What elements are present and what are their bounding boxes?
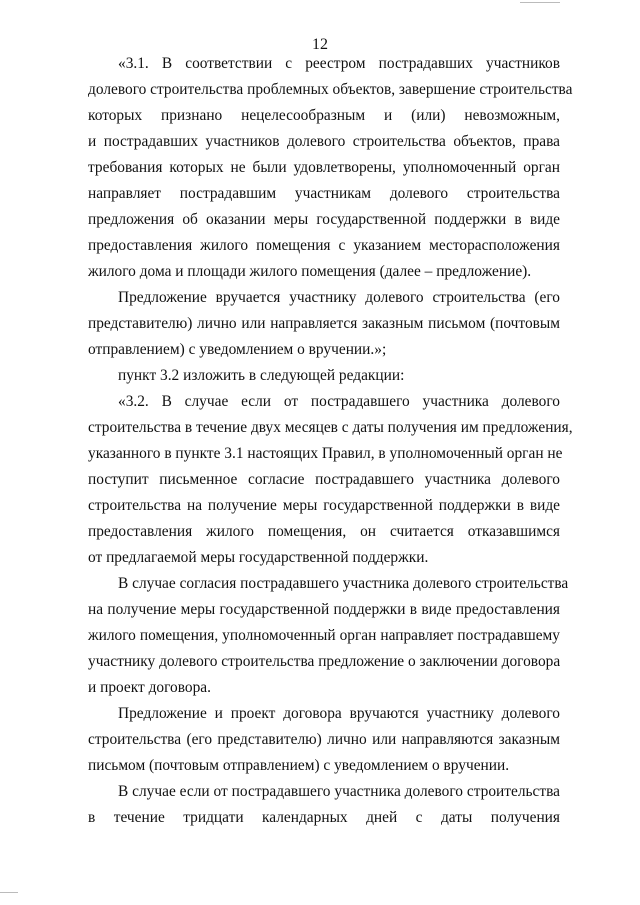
text-line: Предложение вручается участнику долевого строительства (его [118,289,560,306]
text-line: на получение меры государственной поддержки в виде предоставления [88,601,560,618]
text-line: Предложение и проект договора вручаются участнику долевого [118,705,560,722]
paragraph [88,51,573,285]
paragraph [88,389,573,571]
text-line: «3.2. В случае если от пострадавшего участника долевого [118,393,560,410]
text-line: представителю) лично или направляется заказным письмом (почтовым [88,315,560,332]
text-line: указанного в пункте 3.1 настоящих Правил, в уполномоченный орган не [88,445,563,462]
text-line: поступит письменное согласие пострадавшего участника долевого [88,471,560,488]
paragraph [88,701,560,779]
text-line: предоставления жилого помещения, он считается отказавшимся [88,523,560,540]
text-line: жилого помещения, уполномоченный орган направляет пострадавшему [88,627,560,644]
paragraph [88,363,560,389]
text-line: от предлагаемой меры государственной поддержки. [88,549,429,566]
text-line: долевого строительства проблемных объектов, завершение строительства [88,81,573,98]
text-line: и пострадавших участников долевого строительства объектов, права [88,133,560,150]
text-line: в течение тридцати календарных дней с даты получения [88,809,560,826]
text-line: пункт 3.2 изложить в следующей редакции: [118,367,405,384]
text-line: жилого дома и площади жилого помещения (далее – предложение). [88,263,532,280]
text-line: отправлением) с уведомлением о вручении.»; [88,341,387,358]
scan-artifact [0,892,18,893]
text-line: В случае согласия пострадавшего участника долевого строительства [118,575,569,592]
page-number: 12 [312,36,328,53]
text-line: строительства (его представителю) лично или направляются заказным [88,731,560,748]
text-line: «3.1. В соответствии с реестром пострадавших участников [118,55,560,72]
text-line: письмом (почтовым отправлением) с уведомлением о вручении. [88,757,510,774]
paragraph [88,285,560,363]
text-line: участнику долевого строительства предложение о заключении договора [88,653,561,670]
scan-artifact [520,2,560,3]
text-line: направляет пострадавшим участникам долевого строительства [88,185,560,202]
paragraph [88,571,569,701]
text-line: которых признано нецелесообразным и (или) невозможным, [88,107,560,124]
text-line: В случае если от пострадавшего участника долевого строительства [118,783,560,800]
text-line: и проект договора. [88,679,211,696]
text-line: требования которых не были удовлетворены, уполномоченный орган [88,159,560,176]
text-line: предложения об оказании меры государственной поддержки в виде [88,211,560,228]
text-line: строительства на получение меры государственной поддержки в виде [88,497,560,514]
document-body [88,51,573,831]
paragraph [88,779,560,831]
text-line: строительства в течение двух месяцев с даты получения им предложения, [88,419,573,436]
text-line: предоставления жилого помещения с указанием месторасположения [88,237,560,254]
